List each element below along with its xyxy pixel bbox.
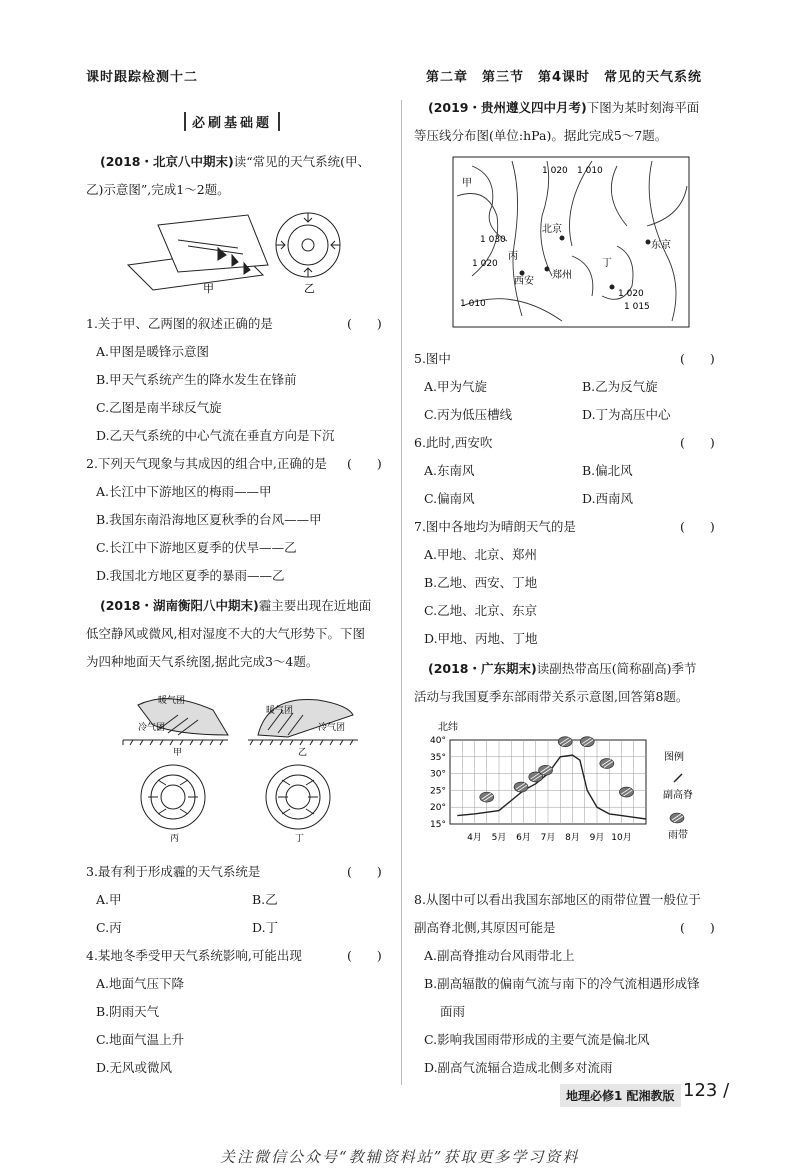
q5-option-b: B.乙为反气旋 — [582, 379, 658, 394]
y-tick-label: 35° — [430, 752, 446, 763]
fig2-label-yi: 乙 — [298, 748, 308, 758]
question-8: 8.从图中可以看出我国东部地区的雨带位置一般位于 — [414, 892, 701, 907]
q8-option-c: C.影响我国雨带形成的主要气流是偏北风 — [424, 1032, 650, 1047]
q4-option-d: D.无风或微风 — [96, 1060, 173, 1075]
source-tag: (2019・贵州遵义四中月考) — [428, 100, 587, 115]
page-number-text: 123 — [683, 1080, 718, 1101]
subtropical-high-chart — [420, 716, 720, 876]
q3-option-c: C.丙 — [96, 920, 122, 935]
q6-option-d: D.西南风 — [582, 491, 634, 506]
intro-text: 下图为某时刻海平面 — [586, 100, 700, 115]
q5-option-c: C.丙为低压槽线 — [424, 407, 513, 422]
q7-option-a: A.甲地、北京、郑州 — [424, 547, 538, 562]
intro-text: 读“常见的天气系统(甲、 — [233, 154, 370, 169]
fig1-label-jia: 甲 — [203, 282, 214, 295]
chart-x-ticks — [467, 832, 632, 843]
x-tick-label: 7月 — [540, 833, 556, 843]
x-tick-label: 9月 — [589, 833, 605, 843]
y-tick-label: 15° — [430, 820, 446, 830]
q8-option-d: D.副高气流辐合造成北侧多对流雨 — [424, 1060, 613, 1075]
answer-paren: ( ) — [680, 351, 715, 366]
y-tick-label: 30° — [430, 769, 446, 780]
q1-option-a: A.甲图是暖锋示意图 — [96, 344, 210, 359]
q6-option-a: A.东南风 — [424, 463, 475, 478]
isobar-value: 1 015 — [624, 302, 650, 312]
map-label-xian: 西安 — [514, 276, 534, 287]
rain-band-shape — [539, 765, 553, 775]
intro-text: 低空静风或微风,相对湿度不大的大气形势下。下图 — [86, 626, 365, 641]
q7-option-c: C.乙地、北京、东京 — [424, 603, 538, 618]
map-label-zhengzhou: 郑州 — [552, 270, 572, 281]
intro-text: 乙)示意图”,完成1～2题。 — [86, 182, 230, 197]
chart-grid — [450, 740, 646, 824]
book-badge: 地理必修1 配湘教版 — [560, 1084, 681, 1107]
figure-four-systems — [118, 685, 368, 845]
map-label-beijing: 北京 — [542, 224, 562, 235]
x-tick-label: 4月 — [467, 833, 482, 843]
rain-band — [539, 765, 553, 775]
q8-option-b-cont: 面雨 — [440, 1004, 466, 1019]
legend-rain-swatch — [670, 813, 684, 823]
map-label-bing: 丙 — [508, 251, 518, 262]
rain-band-shape — [514, 782, 528, 792]
answer-paren: ( ) — [680, 435, 715, 450]
watermark: 关注微信公众号“教辅资料站”获取更多学习资料 — [220, 1148, 580, 1166]
intro-q1-2 — [86, 152, 370, 170]
chart-ylabel: 北纬 — [438, 722, 458, 733]
q6-option-c: C.偏南风 — [424, 491, 475, 506]
isobar-value: 1 020 — [618, 289, 644, 299]
q2-option-c: C.长江中下游地区夏季的伏旱——乙 — [96, 540, 297, 555]
q5-option-d: D.丁为高压中心 — [582, 407, 671, 422]
rain-band — [619, 787, 633, 797]
q3-option-b: B.乙 — [252, 892, 278, 907]
x-tick-label: 8月 — [565, 833, 580, 843]
map-label-ding: 丁 — [602, 258, 612, 269]
rain-band-shape — [600, 759, 614, 769]
source-tag: (2018・北京八中期末) — [100, 154, 234, 169]
isobar-value: 1 020 — [472, 259, 498, 269]
rain-band — [580, 737, 594, 747]
legend-title: 图例 — [664, 752, 684, 763]
answer-paren: ( ) — [347, 864, 382, 879]
rain-band — [480, 792, 494, 802]
label-warm-mass: 暖气团 — [158, 696, 186, 706]
label-warm-mass: 暖气团 — [266, 706, 294, 716]
isobar-map — [452, 156, 690, 328]
fig1-label-yi: 乙 — [304, 282, 315, 295]
cyclone-diagram — [276, 213, 340, 277]
answer-paren: ( ) — [680, 519, 715, 534]
answer-paren: ( ) — [347, 948, 382, 963]
intro-q8 — [414, 659, 696, 677]
intro-q5-7 — [414, 98, 699, 116]
q1-option-d: D.乙天气系统的中心气流在垂直方向是下沉 — [96, 428, 335, 443]
intro-text: 霾主要出现在近地面 — [258, 598, 372, 613]
front-diagram — [128, 215, 268, 290]
isobar-value: 1 010 — [577, 166, 603, 176]
q8-option-a: A.副高脊推动台风雨带北上 — [424, 948, 575, 963]
column-divider — [401, 100, 402, 1085]
answer-paren: ( ) — [680, 920, 715, 935]
intro-text: 活动与我国夏季东部雨带关系示意图,回答第8题。 — [414, 689, 689, 704]
question-2: 2.下列天气现象与其成因的组合中,正确的是 — [86, 456, 327, 471]
q3-option-d: D.丁 — [252, 920, 279, 935]
q4-option-c: C.地面气温上升 — [96, 1032, 185, 1047]
isobar-value: 1 030 — [480, 235, 506, 245]
q5-option-a: A.甲为气旋 — [424, 379, 488, 394]
y-tick-label: 20° — [430, 803, 446, 814]
q4-option-a: A.地面气压下降 — [96, 976, 185, 991]
question-7: 7.图中各地均为晴朗天气的是 — [414, 519, 576, 534]
x-tick-label: 10月 — [611, 833, 632, 843]
answer-paren: ( ) — [347, 316, 382, 331]
isobar-value: 1 020 — [542, 166, 568, 176]
page-header-left: 课时跟踪检测十二 — [86, 70, 199, 85]
cyclone-bing — [141, 765, 205, 829]
source-tag: (2018・广东期末) — [428, 661, 537, 676]
y-tick-label: 25° — [430, 786, 446, 797]
rain-bands — [480, 737, 634, 802]
rain-band — [600, 759, 614, 769]
map-label-jia: 甲 — [462, 178, 472, 189]
question-1: 1.关于甲、乙两图的叙述正确的是 — [86, 316, 273, 331]
answer-paren: ( ) — [347, 456, 382, 471]
fig2-label-bing: 丙 — [170, 834, 180, 844]
legend-ridge: 副高脊 — [663, 790, 693, 801]
rain-band — [558, 737, 572, 747]
q1-option-b: B.甲天气系统产生的降水发生在锋前 — [96, 372, 297, 387]
source-tag: (2018・湖南衡阳八中期末) — [100, 598, 259, 613]
isobar-value: 1 010 — [460, 299, 486, 309]
q4-option-b: B.阴雨天气 — [96, 1004, 160, 1019]
q2-option-d: D.我国北方地区夏季的暴雨——乙 — [96, 568, 285, 583]
rain-band-shape — [558, 737, 572, 747]
intro-text: 为四种地面天气系统图,据此完成3～4题。 — [86, 654, 319, 669]
q1-option-c: C.乙图是南半球反气旋 — [96, 400, 222, 415]
fig2-label-ding: 丁 — [295, 834, 305, 844]
y-tick-label: 40° — [430, 736, 446, 746]
q7-option-d: D.甲地、丙地、丁地 — [424, 631, 538, 646]
rain-band-shape — [480, 792, 494, 802]
chart-y-ticks — [430, 736, 446, 830]
intro-text: 等压线分布图(单位:hPa)。据此完成5～7题。 — [414, 128, 668, 143]
q3-option-a: A.甲 — [96, 892, 122, 907]
question-6: 6.此时,西安吹 — [414, 435, 493, 450]
figure-front-cyclone — [118, 210, 348, 296]
label-cold-mass: 冷气团 — [138, 723, 166, 733]
question-4: 4.某地冬季受甲天气系统影响,可能出现 — [86, 948, 302, 963]
intro-text: 读副热带高压(简称副高)季节 — [536, 661, 697, 676]
q2-option-b: B.我国东南沿海地区夏秋季的台风——甲 — [96, 512, 322, 527]
x-tick-label: 6月 — [516, 833, 531, 843]
q8-option-b: B.副高辐散的偏南气流与南下的冷气流相遇形成锋 — [424, 976, 700, 991]
x-tick-label: 5月 — [491, 833, 507, 843]
label-cold-mass: 冷气团 — [318, 723, 346, 733]
q2-option-a: A.长江中下游地区的梅雨——甲 — [96, 484, 272, 499]
fig2-label-jia: 甲 — [173, 748, 183, 758]
page-header-right: 第二章 第三节 第4课时 常见的天气系统 — [426, 70, 703, 85]
q6-option-b: B.偏北风 — [582, 463, 633, 478]
question-8-cont: 副高脊北侧,其原因可能是 — [414, 920, 556, 935]
page-number: 123 / — [683, 1080, 730, 1101]
section-badge: 必刷基础题 — [184, 112, 280, 131]
question-3: 3.最有利于形成霾的天气系统是 — [86, 864, 261, 879]
rain-band — [514, 782, 528, 792]
intro-q3-4 — [86, 596, 371, 614]
map-label-dongjing: 东京 — [651, 240, 671, 251]
rain-band-shape — [619, 787, 633, 797]
question-5: 5.图中 — [414, 351, 451, 366]
q7-option-b: B.乙地、西安、丁地 — [424, 575, 538, 590]
rain-band-shape — [580, 737, 594, 747]
legend-rain: 雨带 — [668, 830, 688, 841]
ridge-line — [457, 755, 646, 819]
anticyclone-ding — [266, 765, 330, 829]
legend-ridge-swatch — [674, 774, 682, 782]
